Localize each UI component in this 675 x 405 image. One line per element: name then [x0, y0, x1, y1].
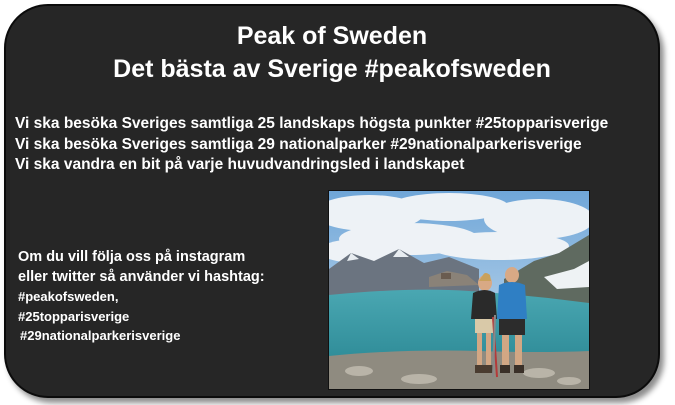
heading: [6, 20, 658, 86]
goal-item: Vi ska besöka Sveriges samtliga 25 landskaps högsta punkter #25topparisverige: [15, 115, 609, 132]
hut: [441, 273, 451, 279]
hashtag: #peakofsweden,: [18, 289, 119, 304]
follow-text: Om du vill följa oss på instagram: [18, 249, 246, 265]
goals-list: [15, 114, 608, 176]
follow-text: eller twitter så använder vi hashtag:: [18, 268, 265, 285]
lake: [329, 290, 589, 361]
clouds: [329, 193, 589, 263]
hashtag: #25topparisverige: [18, 308, 130, 324]
promo-card: [4, 4, 660, 398]
heading-subtitle: Det bästa av Sverige #peakofsweden: [113, 55, 551, 83]
follow-info: [18, 248, 265, 346]
heading-title: Peak of Sweden: [236, 22, 428, 50]
goal-item: Vi ska vandra en bit på varje huvudvandringsled i landskapet: [15, 156, 465, 173]
hashtag: #29nationalparkerisverige: [20, 328, 181, 343]
hikers-lake-photo: [328, 190, 590, 390]
goal-item: Vi ska besöka Sveriges samtliga 29 nationalparker #29nationalparkerisverige: [15, 135, 582, 153]
